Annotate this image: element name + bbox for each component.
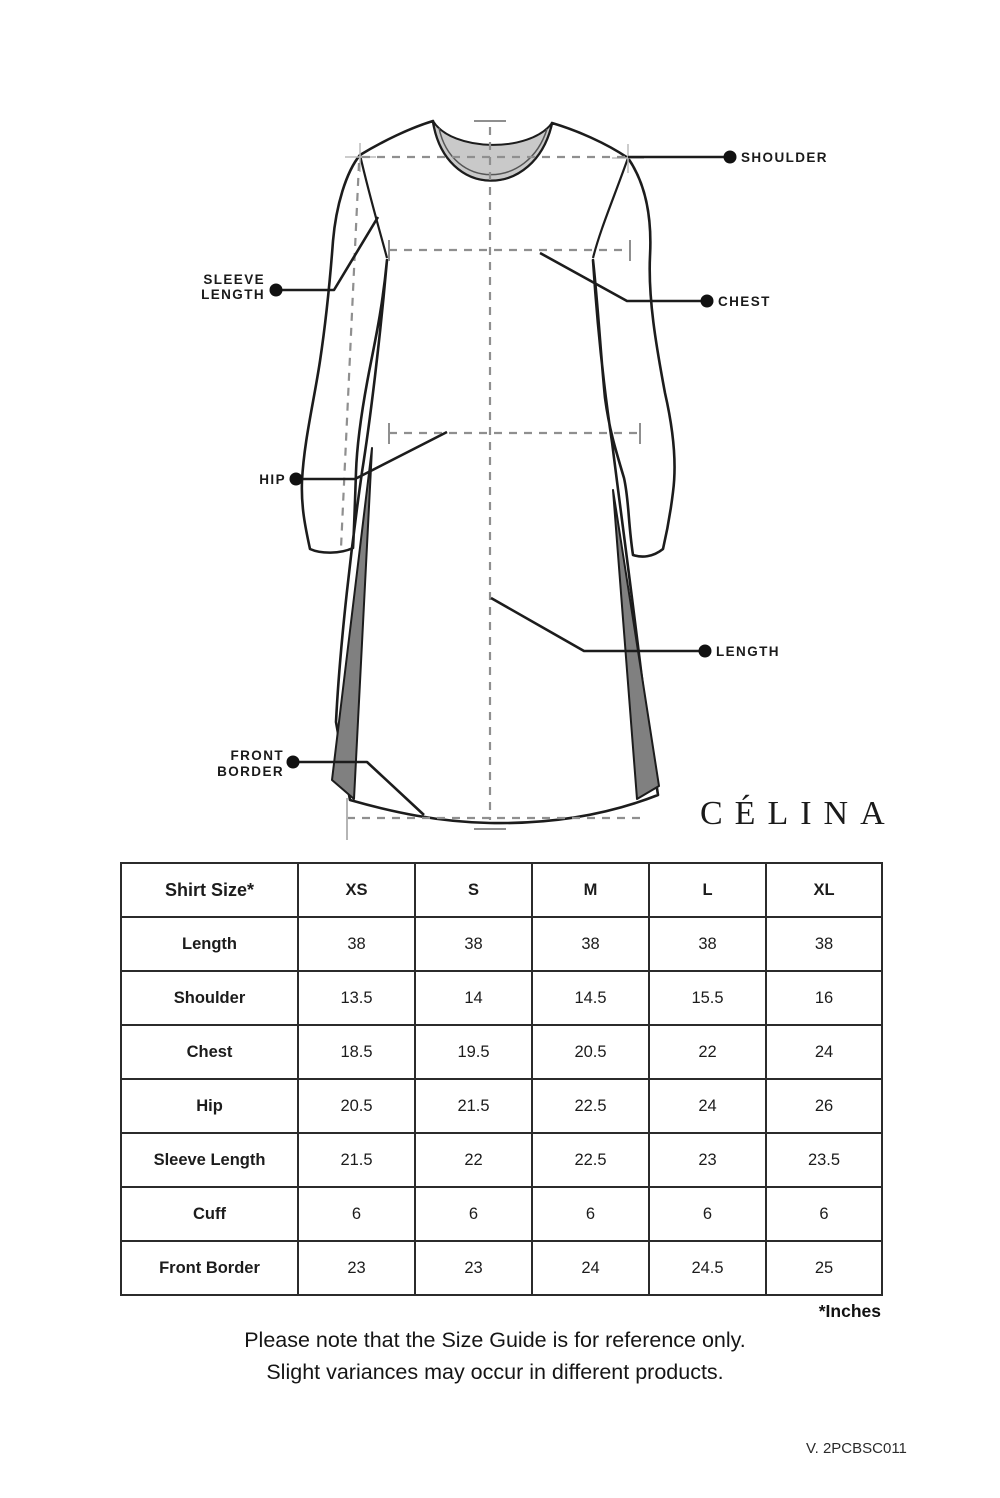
cell-value: 6 [298, 1187, 415, 1241]
row-label: Cuff [121, 1187, 298, 1241]
cell-value: 26 [766, 1079, 882, 1133]
cell-value: 23 [298, 1241, 415, 1295]
size-col-s: S [415, 863, 532, 917]
cell-value: 15.5 [649, 971, 766, 1025]
cell-value: 24 [766, 1025, 882, 1079]
row-label: Shoulder [121, 971, 298, 1025]
table-row [121, 971, 882, 1025]
cell-value: 22 [415, 1133, 532, 1187]
cell-value: 22.5 [532, 1133, 649, 1187]
cell-value: 6 [649, 1187, 766, 1241]
size-table [120, 862, 883, 1296]
row-label: Front Border [121, 1241, 298, 1295]
cell-value: 22.5 [532, 1079, 649, 1133]
table-row [121, 1079, 882, 1133]
label-front-border-line1: FRONT [230, 748, 284, 763]
row-label: Sleeve Length [121, 1133, 298, 1187]
cell-value: 24.5 [649, 1241, 766, 1295]
label-sleeve-length-line2: LENGTH [201, 287, 265, 302]
cell-value: 24 [649, 1079, 766, 1133]
cell-value: 23.5 [766, 1133, 882, 1187]
label-sleeve-length-line1: SLEEVE [203, 272, 265, 287]
cell-value: 21.5 [415, 1079, 532, 1133]
disclaimer-line1: Please note that the Size Guide is for reference only. [244, 1328, 746, 1352]
size-col-xs: XS [298, 863, 415, 917]
cell-value: 16 [766, 971, 882, 1025]
cell-value: 38 [649, 917, 766, 971]
cell-value: 24 [532, 1241, 649, 1295]
cell-value: 14.5 [532, 971, 649, 1025]
row-label: Chest [121, 1025, 298, 1079]
row-label: Hip [121, 1079, 298, 1133]
label-length: LENGTH [716, 644, 780, 659]
cell-value: 20.5 [298, 1079, 415, 1133]
row-label: Length [121, 917, 298, 971]
cell-value: 20.5 [532, 1025, 649, 1079]
table-row [121, 1187, 882, 1241]
cell-value: 25 [766, 1241, 882, 1295]
cell-value: 6 [415, 1187, 532, 1241]
cell-value: 38 [415, 917, 532, 971]
label-hip: HIP [259, 472, 286, 487]
cell-value: 22 [649, 1025, 766, 1079]
units-note: *Inches [818, 1301, 881, 1321]
cell-value: 23 [649, 1133, 766, 1187]
cell-value: 38 [298, 917, 415, 971]
table-row [121, 1241, 882, 1295]
cell-value: 6 [532, 1187, 649, 1241]
cell-value: 13.5 [298, 971, 415, 1025]
cell-value: 38 [766, 917, 882, 971]
cell-value: 21.5 [298, 1133, 415, 1187]
cell-value: 18.5 [298, 1025, 415, 1079]
brand-logo: CÉLINA [700, 795, 897, 832]
label-front-border-line2: BORDER [217, 764, 284, 779]
version-code: V. 2PCBSC011 [806, 1440, 907, 1457]
table-row [121, 1025, 882, 1079]
size-col-xl: XL [766, 863, 882, 917]
table-row [121, 917, 882, 971]
label-chest: CHEST [718, 294, 771, 309]
cell-value: 19.5 [415, 1025, 532, 1079]
label-shoulder: SHOULDER [741, 150, 828, 165]
size-table-header-row [121, 863, 882, 917]
table-row [121, 1133, 882, 1187]
disclaimer-line2: Slight variances may occur in different products. [266, 1360, 724, 1384]
cell-value: 38 [532, 917, 649, 971]
size-col-l: L [649, 863, 766, 917]
cell-value: 23 [415, 1241, 532, 1295]
size-col-m: M [532, 863, 649, 917]
cell-value: 14 [415, 971, 532, 1025]
cell-value: 6 [766, 1187, 882, 1241]
size-table-title: Shirt Size* [121, 863, 298, 917]
